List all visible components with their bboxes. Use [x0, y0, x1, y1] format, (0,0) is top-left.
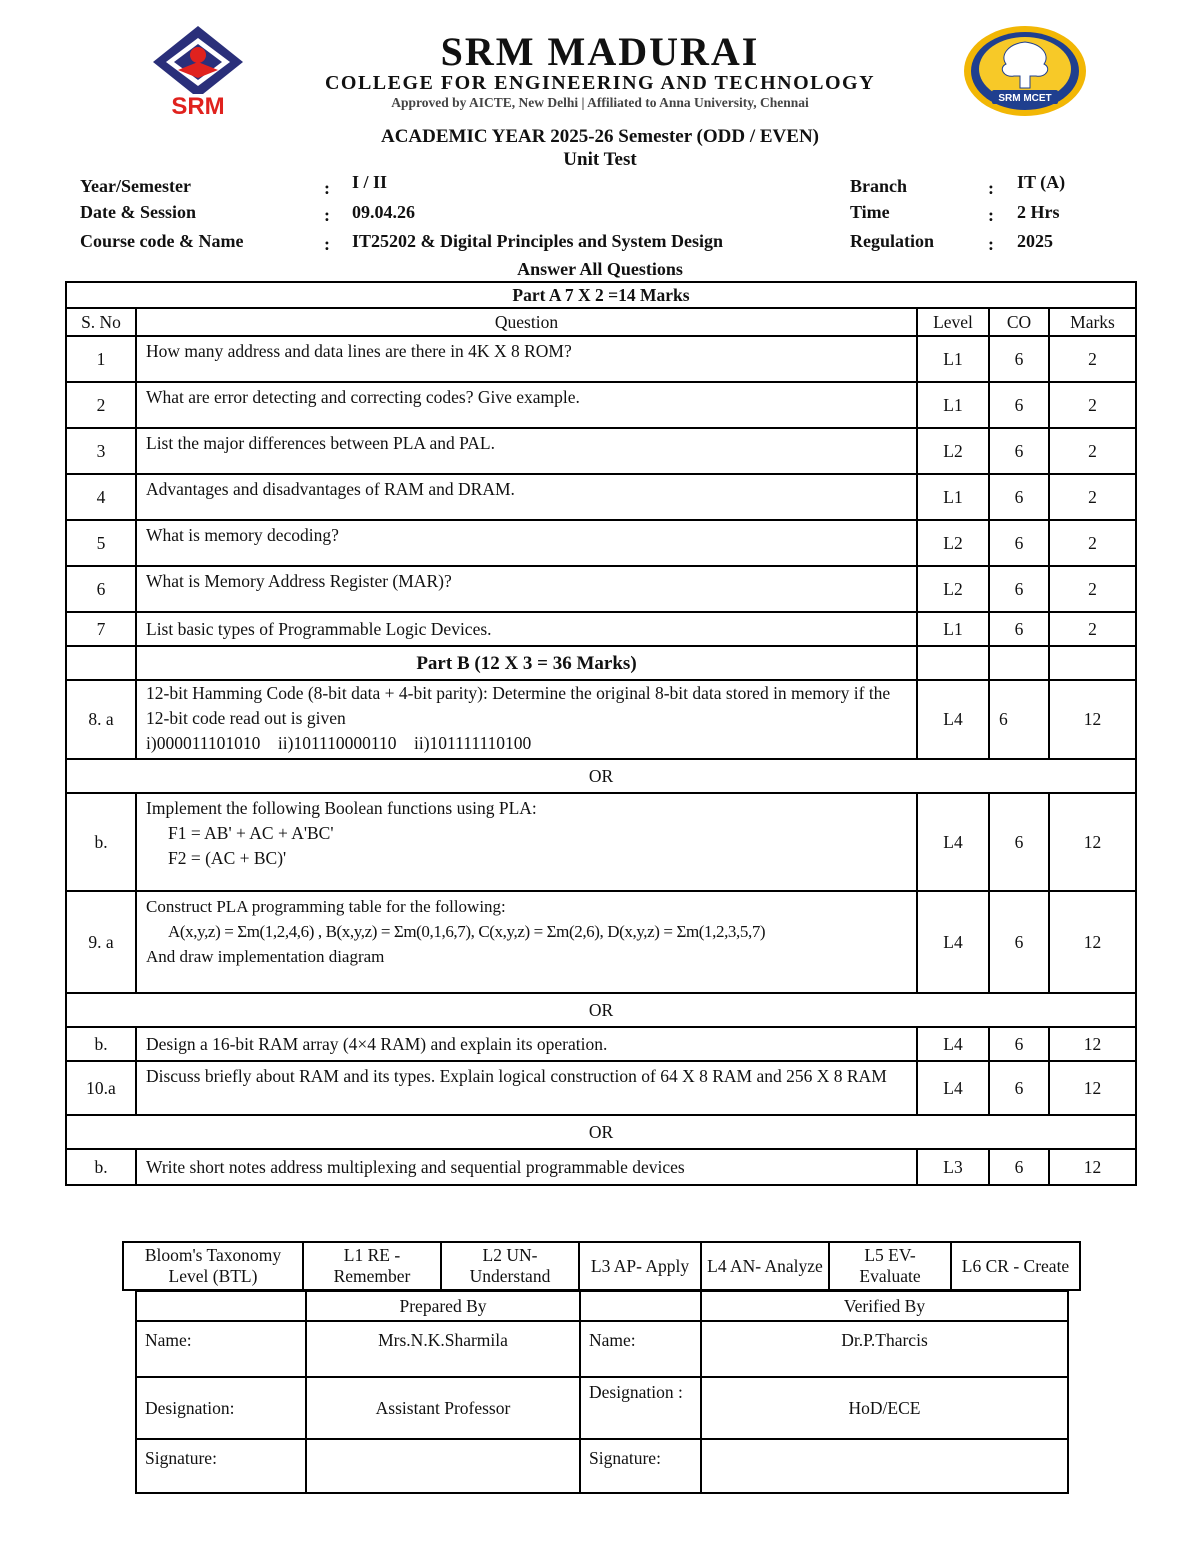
question-text: What is memory decoding? [136, 520, 917, 566]
question-table [65, 281, 1137, 1186]
verifier-signature [701, 1439, 1068, 1493]
question-level: L1 [917, 612, 989, 646]
bloom-level: L2 UN- Understand [441, 1242, 579, 1290]
question-level: L4 [917, 680, 989, 759]
signature-header-row [136, 1291, 1068, 1321]
question-marks: 2 [1049, 382, 1136, 428]
question-marks: 2 [1049, 474, 1136, 520]
question-marks: 2 [1049, 336, 1136, 382]
col-header-co: CO [989, 308, 1049, 336]
bloom-label: Bloom's Taxonomy Level (BTL) [123, 1242, 303, 1290]
question-marks: 12 [1049, 1149, 1136, 1185]
table-row [66, 680, 1136, 759]
table-row [66, 793, 1136, 891]
table-row [66, 336, 1136, 382]
question-text: What are error detecting and correcting codes? Give example. [136, 382, 917, 428]
question-text [136, 680, 917, 759]
question-text [136, 891, 917, 993]
colon: : [988, 205, 994, 225]
question-co: 6 [989, 891, 1049, 993]
table-row [66, 474, 1136, 520]
or-row [66, 759, 1136, 793]
time-label: Time [850, 202, 890, 222]
or-separator: OR [66, 1115, 1136, 1149]
year-value: I / II [352, 172, 388, 192]
colon: : [324, 205, 330, 225]
or-separator: OR [66, 759, 1136, 793]
bloom-level: L1 RE - Remember [303, 1242, 441, 1290]
colon: : [324, 234, 330, 254]
table-row [66, 566, 1136, 612]
question-co: 6 [989, 428, 1049, 474]
question-level: L4 [917, 793, 989, 891]
question-co: 6 [989, 1027, 1049, 1061]
col-header-sno: S. No [66, 308, 136, 336]
question-co: 6 [989, 520, 1049, 566]
question-level: L4 [917, 891, 989, 993]
preparer-name: Mrs.N.K.Sharmila [306, 1321, 580, 1377]
question-text: Design a 16-bit RAM array (4×4 RAM) and explain its operation. [136, 1027, 917, 1061]
approval-line: Approved by AICTE, New Delhi | Affiliated to Anna University, Chennai [391, 95, 809, 110]
col-header-marks: Marks [1049, 308, 1136, 336]
exam-title: Unit Test [563, 149, 637, 170]
table-header-row [66, 308, 1136, 336]
col-header-question: Question [136, 308, 917, 336]
college-subtitle: COLLEGE FOR ENGINEERING AND TECHNOLOGY [324, 72, 876, 94]
question-number: 6 [66, 566, 136, 612]
academic-year: ACADEMIC YEAR 2025-26 Semester (ODD / EVEN) [380, 126, 819, 147]
question-level: L2 [917, 428, 989, 474]
question-line: F2 = (AC + BC)' [168, 848, 287, 868]
question-level: L3 [917, 1149, 989, 1185]
table-row [66, 1027, 1136, 1061]
question-number: 8. a [66, 680, 136, 759]
question-number: b. [66, 1149, 136, 1185]
colon: : [988, 178, 994, 198]
question-text: Advantages and disadvantages of RAM and DRAM. [136, 474, 917, 520]
col-header-level: Level [917, 308, 989, 336]
signature-row [136, 1439, 1068, 1493]
verified-by-header: Verified By [701, 1291, 1068, 1321]
course-label: Course code & Name [80, 231, 244, 251]
designation-row [136, 1377, 1068, 1439]
date-label: Date & Session [80, 202, 196, 222]
question-line: i)000011101010 ii)101110000110 ii)101111110100 [146, 733, 532, 753]
question-number: b. [66, 1027, 136, 1061]
question-level: L2 [917, 566, 989, 612]
verifier-designation: HoD/ECE [701, 1377, 1068, 1439]
part-b-header-row [66, 646, 1136, 680]
table-row [66, 1061, 1136, 1115]
table-row [66, 428, 1136, 474]
or-row [66, 993, 1136, 1027]
question-marks: 12 [1049, 891, 1136, 993]
question-marks: 2 [1049, 520, 1136, 566]
table-row [66, 520, 1136, 566]
signature-table [135, 1290, 1069, 1494]
table-row [66, 1149, 1136, 1185]
question-number: 2 [66, 382, 136, 428]
or-separator: OR [66, 993, 1136, 1027]
question-number: 7 [66, 612, 136, 646]
question-level: L1 [917, 382, 989, 428]
question-marks: 2 [1049, 428, 1136, 474]
table-row [66, 382, 1136, 428]
time-value: 2 Hrs [1017, 202, 1060, 222]
question-line: Construct PLA programming table for the following: [146, 897, 506, 916]
question-marks: 12 [1049, 1061, 1136, 1115]
question-line: A(x,y,z) = Σm(1,2,4,6) , B(x,y,z) = Σm(0,1,6,7), C(x,y,z) = Σm(2,6), D(x,y,z) = Σm(1,2,3,5,7) [168, 922, 766, 941]
question-level: L1 [917, 474, 989, 520]
question-text [136, 793, 917, 891]
colon: : [324, 178, 330, 198]
regulation-value: 2025 [1017, 231, 1053, 251]
year-label: Year/Semester [80, 176, 191, 196]
question-number: 1 [66, 336, 136, 382]
question-line: 12-bit Hamming Code (8-bit data + 4-bit parity): Determine the original 8-bit data stored in memory if the 12-bit code read out is given [146, 683, 891, 728]
college-name: SRM MADURAI [440, 29, 760, 74]
srm-logo-text: SRM [171, 93, 225, 118]
branch-value: IT (A) [1017, 172, 1066, 192]
question-text: List the major differences between PLA and PAL. [136, 428, 917, 474]
name-row [136, 1321, 1068, 1377]
question-text: List basic types of Programmable Logic Devices. [136, 612, 917, 646]
question-co: 6 [989, 382, 1049, 428]
question-marks: 12 [1049, 793, 1136, 891]
verifier-name: Dr.P.Tharcis [701, 1321, 1068, 1377]
question-co: 6 [989, 566, 1049, 612]
question-number: 9. a [66, 891, 136, 993]
bloom-level: L3 AP- Apply [579, 1242, 701, 1290]
question-level: L4 [917, 1061, 989, 1115]
question-co: 6 [989, 680, 1049, 759]
question-number: 10.a [66, 1061, 136, 1115]
question-co: 6 [989, 1149, 1049, 1185]
question-co: 6 [989, 336, 1049, 382]
question-text: What is Memory Address Register (MAR)? [136, 566, 917, 612]
part-b-title: Part B (12 X 3 = 36 Marks) [136, 646, 917, 680]
or-row [66, 1115, 1136, 1149]
question-level: L4 [917, 1027, 989, 1061]
srm-logo-icon [148, 24, 248, 118]
name-label: Name: [580, 1321, 701, 1377]
question-number: 4 [66, 474, 136, 520]
course-value: IT25202 & Digital Principles and System Design [352, 231, 724, 251]
question-number: 5 [66, 520, 136, 566]
question-text: Write short notes address multiplexing and sequential programmable devices [136, 1149, 917, 1185]
signature-label: Signature: [580, 1439, 701, 1493]
date-value: 09.04.26 [352, 202, 415, 222]
instruction: Answer All Questions [517, 259, 683, 279]
preparer-signature [306, 1439, 580, 1493]
question-co: 6 [989, 612, 1049, 646]
table-row [66, 891, 1136, 993]
prepared-by-header: Prepared By [306, 1291, 580, 1321]
name-label: Name: [136, 1321, 306, 1377]
question-number: 3 [66, 428, 136, 474]
designation-label: Designation : [580, 1377, 701, 1439]
designation-label: Designation: [136, 1377, 306, 1439]
question-line: Implement the following Boolean functions using PLA: [146, 798, 537, 818]
question-level: L2 [917, 520, 989, 566]
question-marks: 12 [1049, 680, 1136, 759]
question-co: 6 [989, 474, 1049, 520]
bloom-level: L6 CR - Create [951, 1242, 1080, 1290]
preparer-designation: Assistant Professor [306, 1377, 580, 1439]
question-line: F1 = AB' + AC + A'BC' [168, 823, 334, 843]
question-marks: 2 [1049, 566, 1136, 612]
question-marks: 2 [1049, 612, 1136, 646]
bloom-level: L5 EV- Evaluate [829, 1242, 951, 1290]
question-text: How many address and data lines are there in 4K X 8 ROM? [136, 336, 917, 382]
table-row [66, 612, 1136, 646]
question-marks: 12 [1049, 1027, 1136, 1061]
seal-text: SRM MCET [998, 93, 1052, 104]
question-co: 6 [989, 1061, 1049, 1115]
part-a-title: Part A 7 X 2 =14 Marks [66, 282, 1136, 308]
question-text: Discuss briefly about RAM and its types. Explain logical construction of 64 X 8 RAM and 256 X 8 RAM [136, 1061, 917, 1115]
regulation-label: Regulation [850, 231, 935, 251]
college-seal-icon [962, 24, 1088, 118]
signature-label: Signature: [136, 1439, 306, 1493]
colon: : [988, 234, 994, 254]
question-line: And draw implementation diagram [146, 947, 385, 966]
bloom-taxonomy-table [122, 1241, 1081, 1291]
question-co: 6 [989, 793, 1049, 891]
bloom-level: L4 AN- Analyze [701, 1242, 829, 1290]
question-level: L1 [917, 336, 989, 382]
branch-label: Branch [850, 176, 908, 196]
question-number: b. [66, 793, 136, 891]
bloom-row [123, 1242, 1080, 1290]
